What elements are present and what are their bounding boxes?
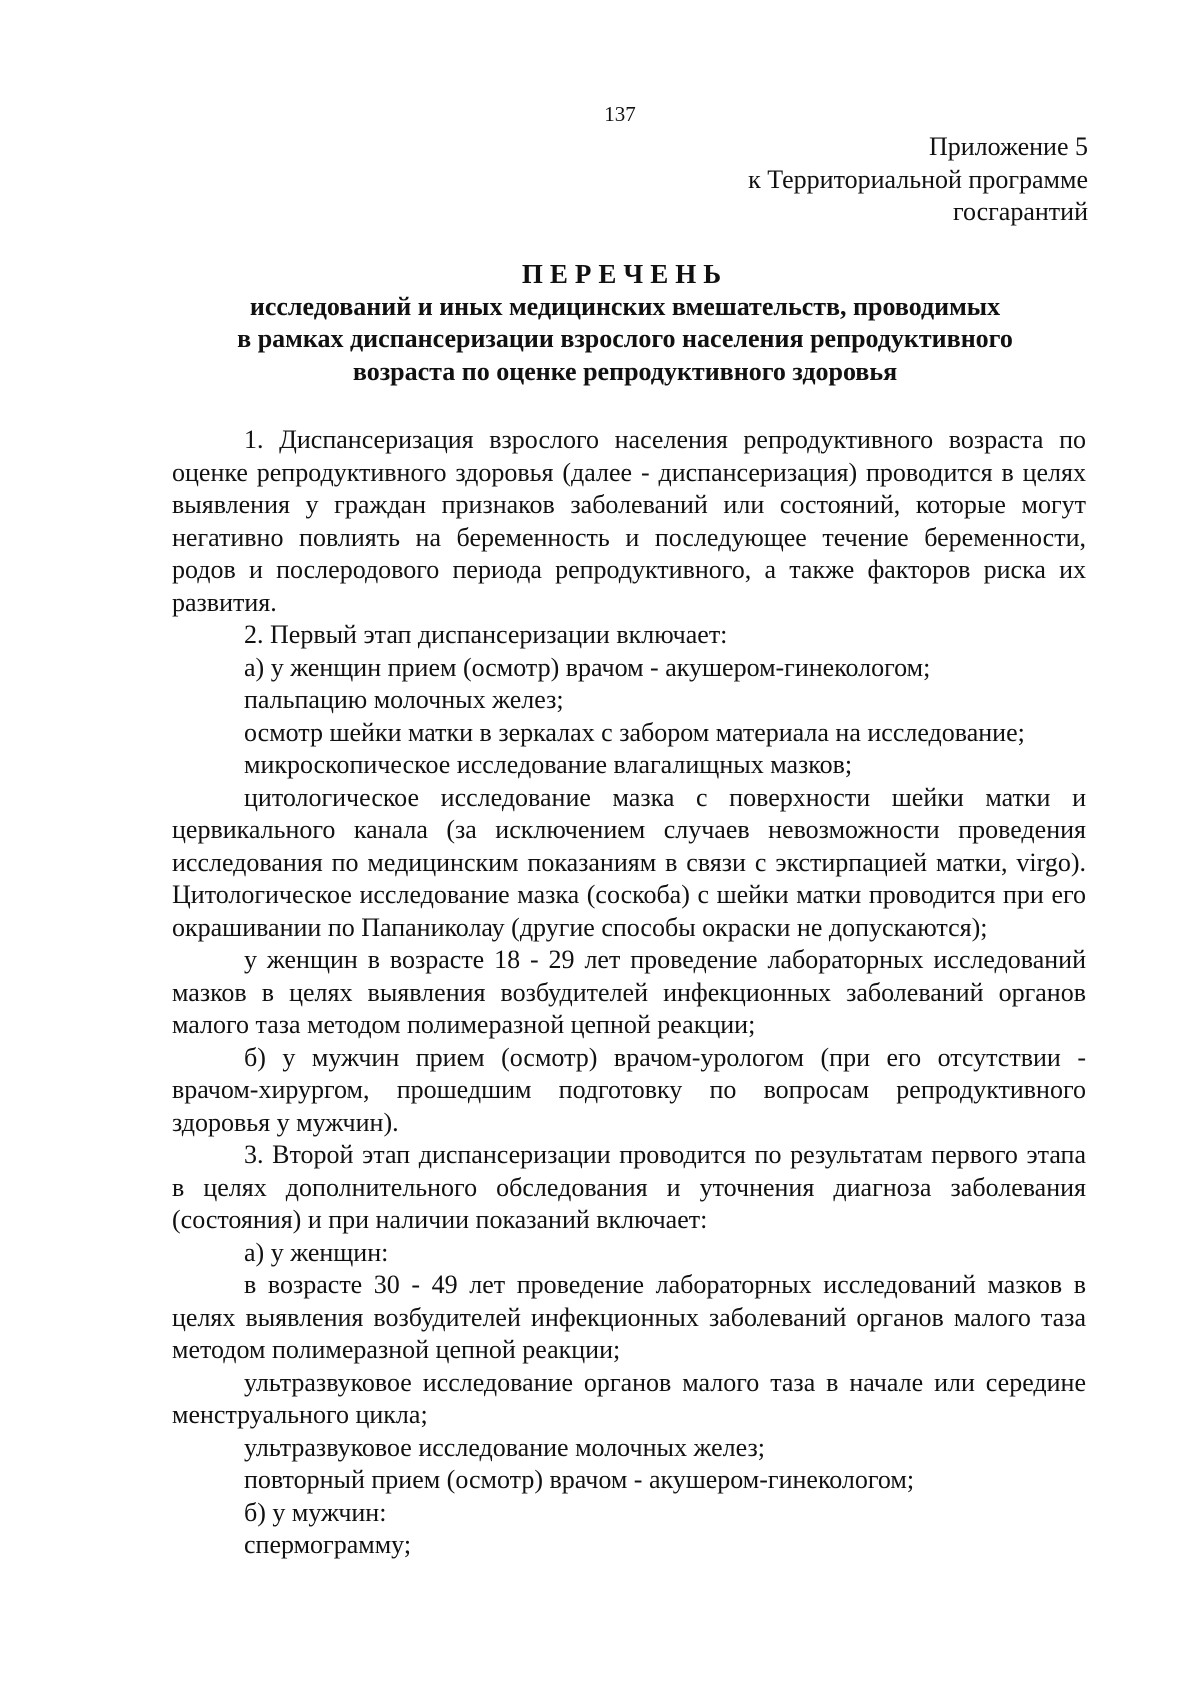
paragraph: 3. Второй этап диспансеризации проводится по результатам первого этапа в целях дополнительного обследования и уточнения диагноза заболевания (состояния) и при наличии показаний включает:: [172, 1140, 1086, 1234]
paragraph: ультразвуковое исследование органов малого таза в начале или середине менструального цикла;: [172, 1367, 1086, 1429]
paragraph: цитологическое исследование мазка с поверхности шейки матки и цервикального канала (за исключением случаев невозможности проведения исследования по медицинским показаниям в связи с экстирпацией матки, virgo). Цитологическое исследование мазка (соскоба) с шейки матки проводится при его окрашивании по Папаниколау (другие способы окраски не допускаются);: [172, 782, 1086, 942]
appendix-line: к Территориальной программе: [748, 164, 1088, 194]
paragraph: а) у женщин прием (осмотр) врачом - акушером-гинекологом;: [244, 652, 931, 682]
title-line: возраста по оценке репродуктивного здоровья: [352, 356, 898, 386]
paragraph: ультразвуковое исследование молочных желез;: [244, 1432, 765, 1462]
paragraph: пальпацию молочных желез;: [244, 685, 564, 714]
paragraph: осмотр шейки матки в зеркалах с забором материала на исследование;: [244, 717, 1025, 747]
paragraph: спермограмму;: [244, 1530, 412, 1559]
paragraph: б) у мужчин:: [244, 1497, 387, 1527]
title-subtitle: [160, 291, 1090, 389]
paragraph: б) у мужчин прием (осмотр) врачом-урологом (при его отсутствии - врачом-хирургом, прошедшим подготовку по вопросам репродуктивного здоровья у мужчин).: [172, 1042, 1086, 1137]
paragraph: повторный прием (осмотр) врачом - акушером-гинекологом;: [244, 1465, 915, 1494]
page-number: 137: [604, 102, 636, 126]
document-title: [160, 258, 1090, 388]
paragraph: в возрасте 30 - 49 лет проведение лабораторных исследований мазков в целях выявления возбудителей инфекционных заболеваний органов малого таза методом полимеразной цепной реакции;: [172, 1270, 1086, 1364]
appendix-line: госгарантий: [952, 197, 1088, 226]
title-line: в рамках диспансеризации взрослого населения репродуктивного: [237, 324, 1013, 353]
paragraph: 1. Диспансеризация взрослого населения репродуктивного возраста по оценке репродуктивного здоровья (далее - диспансеризация) проводится в целях выявления у граждан признаков заболеваний или состояний, которые могут негативно повлиять на беременность и последующее течение беременности, родов и послеродового периода репродуктивного, а также факторов риска их развития.: [172, 425, 1086, 617]
paragraph: а) у женщин:: [244, 1237, 389, 1267]
appendix-header: [488, 131, 1088, 229]
paragraph: 2. Первый этап диспансеризации включает:: [244, 620, 728, 649]
title-line: исследований и иных медицинских вмешательств, проводимых: [249, 291, 1001, 321]
title-main: ПЕРЕЧЕНЬ: [521, 259, 729, 289]
paragraph: у женщин в возрасте 18 - 29 лет проведение лабораторных исследований мазков в целях выявления возбудителей инфекционных заболеваний органов малого таза методом полимеразной цепной реакции;: [172, 945, 1086, 1039]
document-body: [172, 424, 1086, 1562]
paragraph: микроскопическое исследование влагалищных мазков;: [244, 750, 853, 779]
appendix-line: Приложение 5: [928, 132, 1088, 161]
